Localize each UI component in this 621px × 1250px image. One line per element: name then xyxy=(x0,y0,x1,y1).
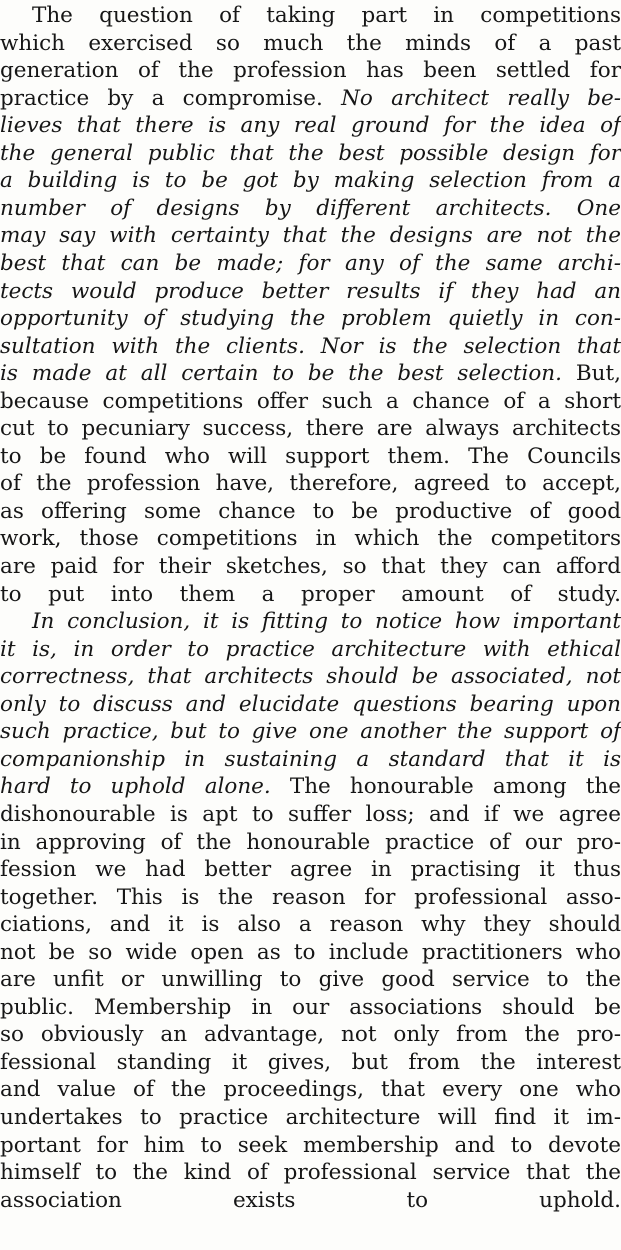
text-segment: public. Membership in our associations should be xyxy=(0,994,621,1020)
text-line xyxy=(0,939,621,966)
text-line xyxy=(32,2,621,29)
text-line xyxy=(32,608,621,635)
text-segment: No architect really be- xyxy=(341,85,621,111)
text-segment: portant for him to seek membership and to devote xyxy=(0,1132,621,1158)
text-segment: which exercised so much the minds of a past xyxy=(0,30,621,56)
text-segment: tects would produce better results if they had an xyxy=(0,278,621,304)
text-line xyxy=(0,773,621,800)
text-segment: to be found who will support them. The Councils xyxy=(0,443,621,469)
text-segment: In conclusion, it is fitting to notice how important xyxy=(32,609,621,635)
text-segment: are paid for their sketches, so that they can afford xyxy=(0,554,621,579)
text-line xyxy=(0,911,621,938)
text-line xyxy=(0,250,621,277)
text-segment: cut to pecuniary success, there are always architects xyxy=(0,416,621,442)
text-line xyxy=(0,1132,621,1159)
text-line xyxy=(0,222,621,249)
text-segment: correctness, that architects should be associated, not xyxy=(0,664,621,690)
text-line xyxy=(0,636,621,663)
text-segment: number of designs by different architects. One xyxy=(0,195,621,221)
text-segment: may say with certainty that the designs are not the xyxy=(0,223,621,249)
text-line xyxy=(0,1187,621,1214)
text-line xyxy=(0,470,621,497)
text-line xyxy=(0,1049,621,1076)
text-line xyxy=(0,884,621,911)
text-segment: only to discuss and elucidate questions bearing upon xyxy=(0,691,621,717)
text-segment: opportunity of studying the problem quietly in con- xyxy=(0,306,621,332)
text-line xyxy=(0,388,621,415)
text-line xyxy=(0,140,621,167)
text-segment: to put into them a proper amount of study. xyxy=(0,581,621,607)
text-line xyxy=(0,85,621,112)
text-line xyxy=(0,553,621,580)
text-line xyxy=(0,1021,621,1048)
text-segment: together. This is the reason for professional asso- xyxy=(0,884,621,910)
text-line xyxy=(0,829,621,856)
text-segment: undertakes to practice architecture will find it im- xyxy=(0,1105,621,1130)
text-line xyxy=(0,360,621,387)
text-segment: himself to the kind of professional service that the xyxy=(0,1160,621,1186)
text-line xyxy=(0,691,621,718)
text-segment: so obviously an advantage, not only from the pro- xyxy=(0,1022,621,1048)
text-line xyxy=(0,112,621,139)
text-segment: because competitions offer such a chance of a short xyxy=(0,388,621,414)
text-segment: fessional standing it gives, but from the interest xyxy=(0,1049,621,1075)
text-segment: is made at all certain to be the best selection. xyxy=(0,361,562,387)
text-line xyxy=(0,966,621,993)
text-line xyxy=(0,333,621,360)
text-segment: hard to uphold alone. xyxy=(0,774,271,800)
text-segment: the general public that the best possible design for xyxy=(0,140,621,166)
text-line xyxy=(0,443,621,470)
text-segment: association exists to uphold. xyxy=(0,1187,621,1213)
text-line xyxy=(0,718,621,745)
text-line xyxy=(0,525,621,552)
text-segment: fession we had better agree in practising it thus xyxy=(0,857,621,883)
text-segment: work, those competitions in which the competitors xyxy=(0,526,621,552)
text-line xyxy=(0,856,621,883)
text-segment: generation of the profession has been settled for xyxy=(0,58,621,84)
text-segment: not be so wide open as to include practitioners who xyxy=(0,939,621,965)
text-line xyxy=(0,581,621,608)
text-segment: lieves that there is any real ground for the idea of xyxy=(0,113,621,139)
text-line xyxy=(0,663,621,690)
text-line xyxy=(0,278,621,305)
text-segment: best that can be made; for any of the same archi- xyxy=(0,250,621,276)
text-segment: in approving of the honourable practice of our pro- xyxy=(0,829,621,855)
text-line xyxy=(0,746,621,773)
text-segment: practice by a compromise. xyxy=(0,85,342,111)
text-line xyxy=(0,1159,621,1186)
text-segment: The question of taking part in competitions xyxy=(32,3,621,28)
text-line xyxy=(0,57,621,84)
text-line xyxy=(0,415,621,442)
text-line xyxy=(0,801,621,828)
text-segment: But, xyxy=(561,361,621,387)
text-segment: as offering some chance to be productive of good xyxy=(0,498,621,524)
text-segment: such practice, but to give one another the support of xyxy=(0,719,621,745)
text-segment: of the profession have, therefore, agreed to accept, xyxy=(0,471,621,497)
text-segment: companionship in sustaining a standard that it is xyxy=(0,746,621,772)
text-line xyxy=(0,167,621,194)
text-segment: The honourable among the xyxy=(270,774,621,800)
text-segment: dishonourable is apt to suffer loss; and if we agree xyxy=(0,801,621,827)
text-segment: ciations, and it is also a reason why they should xyxy=(0,912,621,938)
text-segment: sultation with the clients. Nor is the selection that xyxy=(0,333,621,359)
text-line xyxy=(0,498,621,525)
text-line xyxy=(0,994,621,1021)
text-line xyxy=(0,195,621,222)
text-segment: are unfit or unwilling to give good service to the xyxy=(0,967,621,993)
text-line xyxy=(0,30,621,57)
text-line xyxy=(0,1104,621,1131)
text-segment: and value of the proceedings, that every one who xyxy=(0,1077,621,1103)
text-line xyxy=(0,1076,621,1103)
text-segment: a building is to be got by making selection from a xyxy=(0,168,621,194)
text-segment: it is, in order to practice architecture with ethical xyxy=(0,636,621,662)
text-line xyxy=(0,305,621,332)
